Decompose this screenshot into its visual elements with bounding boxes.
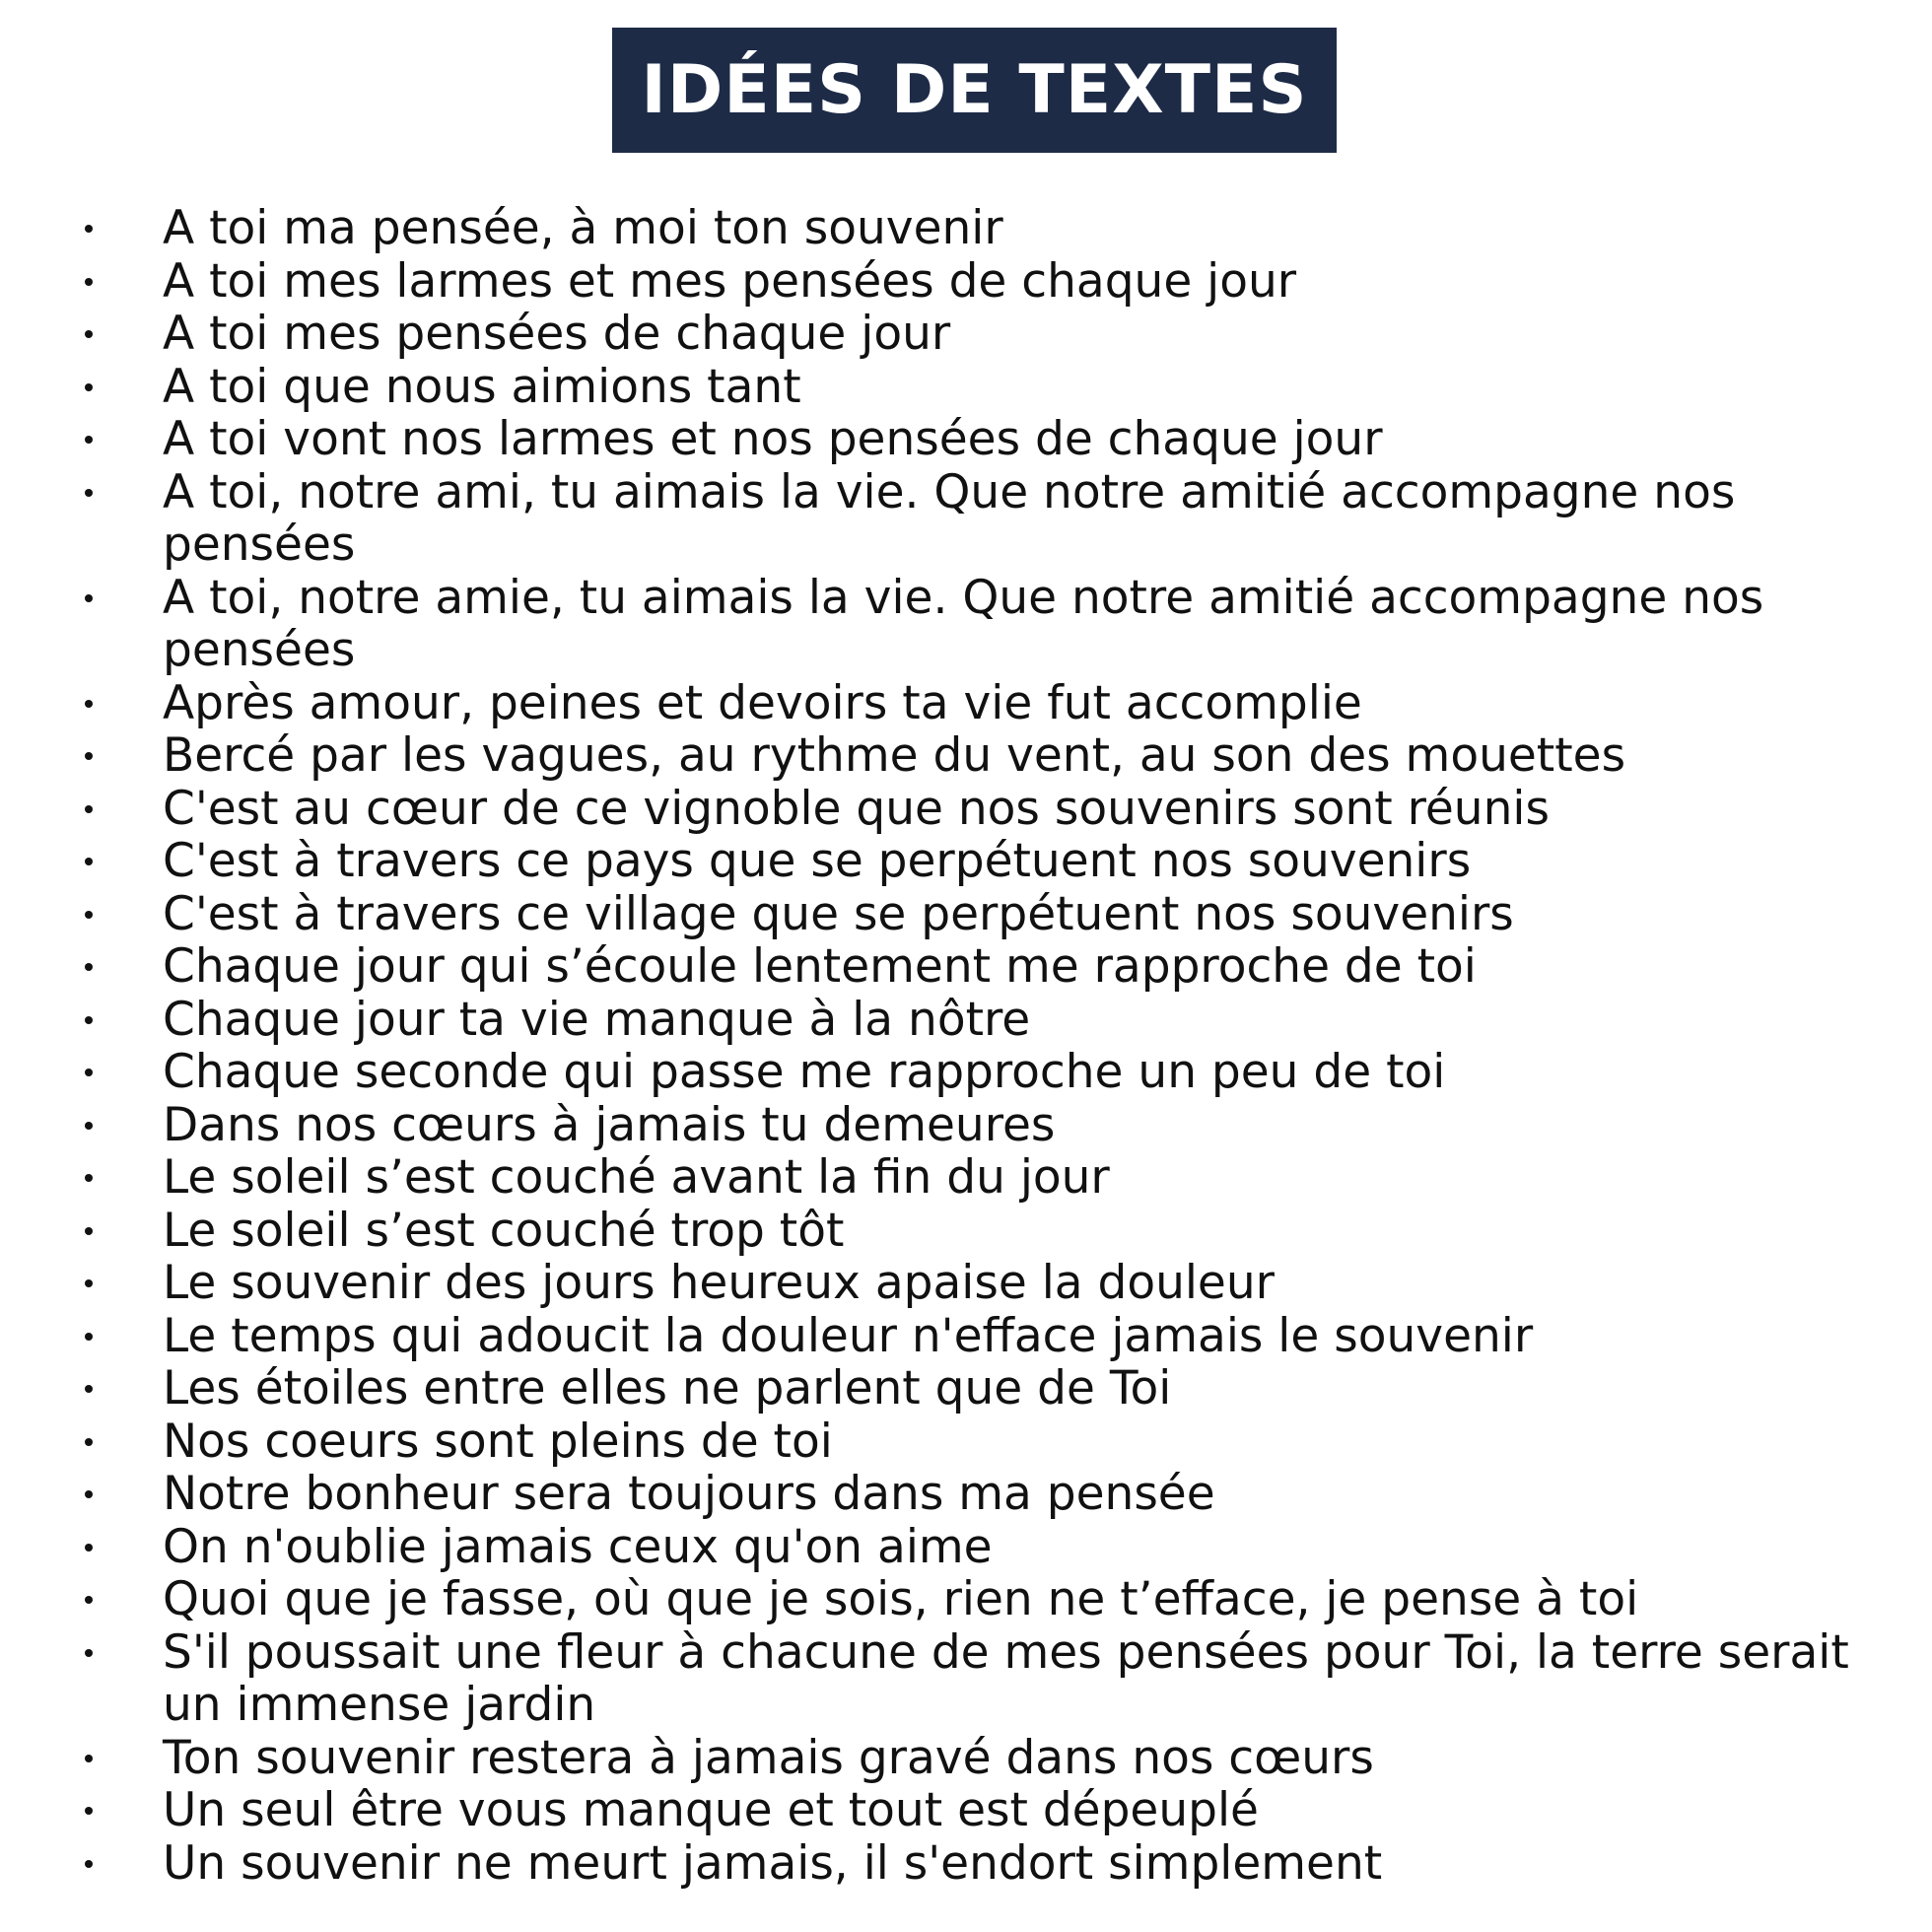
text-ideas-list xyxy=(0,202,1932,1890)
list-item xyxy=(0,1151,1932,1205)
list-item xyxy=(0,255,1932,309)
bullet-icon xyxy=(85,963,93,971)
list-item xyxy=(0,1415,1932,1469)
bullet-icon xyxy=(85,225,93,233)
list-item xyxy=(0,1468,1932,1521)
bullet-icon xyxy=(85,383,93,391)
bullet-icon xyxy=(85,1016,93,1024)
list-item-text: Quoi que je fasse, où que je sois, rien ne t’efface, je pense à toi xyxy=(163,1572,1639,1626)
bullet-icon xyxy=(85,752,93,760)
list-item-text: Après amour, peines et devoirs ta vie fut accomplie xyxy=(163,675,1362,730)
list-item xyxy=(0,1626,1932,1732)
list-item xyxy=(0,1573,1932,1626)
bullet-icon xyxy=(85,700,93,708)
bullet-icon xyxy=(85,1122,93,1130)
bullet-icon xyxy=(85,594,93,602)
list-item xyxy=(0,466,1932,572)
bullet-icon xyxy=(85,858,93,865)
list-item-text: Chaque jour ta vie manque à la nôtre xyxy=(163,992,1031,1047)
bullet-icon xyxy=(85,1333,93,1341)
list-item-text: A toi, notre amie, tu aimais la vie. Que notre amitié accompagne nos pensées xyxy=(163,570,1764,677)
bullet-icon xyxy=(85,805,93,813)
list-item-text: Le soleil s’est couché avant la fin du jour xyxy=(163,1150,1110,1205)
bullet-icon xyxy=(85,489,93,497)
list-item xyxy=(0,1310,1932,1363)
bullet-icon xyxy=(85,1490,93,1498)
bullet-icon xyxy=(85,1279,93,1287)
bullet-icon xyxy=(85,1860,93,1868)
list-item xyxy=(0,1257,1932,1310)
bullet-icon xyxy=(85,1596,93,1604)
list-item-text: Nos coeurs sont pleins de toi xyxy=(163,1414,833,1469)
list-item-text: A toi vont nos larmes et nos pensées de chaque jour xyxy=(163,412,1383,466)
list-item xyxy=(0,835,1932,888)
list-item-text: Un souvenir ne meurt jamais, il s'endort simplement xyxy=(163,1835,1383,1891)
bullet-icon xyxy=(85,330,93,338)
list-item xyxy=(0,413,1932,466)
bullet-icon xyxy=(85,1807,93,1815)
list-item-text: Ton souvenir restera à jamais gravé dans nos cœurs xyxy=(163,1730,1374,1785)
list-item xyxy=(0,1099,1932,1152)
list-item-text: Le souvenir des jours heureux apaise la douleur xyxy=(163,1256,1275,1310)
list-item-text: Chaque jour qui s’écoule lentement me rapproche de toi xyxy=(163,939,1477,994)
list-item xyxy=(0,1205,1932,1258)
list-item xyxy=(0,888,1932,941)
list-item-text: S'il poussait une fleur à chacune de mes pensées pour Toi, la terre serait un immense jardin xyxy=(163,1624,1849,1732)
list-item-text: Un seul être vous manque et tout est dépeuplé xyxy=(163,1783,1259,1837)
page-title: IDÉES DE TEXTES xyxy=(641,51,1308,129)
list-item-text: Bercé par les vagues, au rythme du vent, au son des mouettes xyxy=(163,728,1626,783)
list-item xyxy=(0,308,1932,361)
list-item xyxy=(0,994,1932,1047)
list-item xyxy=(0,1837,1932,1891)
list-item-text: C'est à travers ce village que se perpétuent nos souvenirs xyxy=(163,886,1514,941)
bullet-icon xyxy=(85,1755,93,1762)
bullet-icon xyxy=(85,1544,93,1552)
list-item xyxy=(0,1046,1932,1099)
bullet-icon xyxy=(85,278,93,286)
list-item xyxy=(0,361,1932,414)
list-item xyxy=(0,677,1932,730)
bullet-icon xyxy=(85,911,93,919)
list-item-text: A toi que nous aimions tant xyxy=(163,359,801,414)
list-item xyxy=(0,729,1932,783)
list-item-text: Notre bonheur sera toujours dans ma pensée xyxy=(163,1467,1215,1521)
list-item xyxy=(0,783,1932,836)
list-item-text: Les étoiles entre elles ne parlent que de Toi xyxy=(163,1361,1172,1415)
bullet-icon xyxy=(85,1438,93,1446)
list-item-text: Dans nos cœurs à jamais tu demeures xyxy=(163,1097,1056,1152)
bullet-icon xyxy=(85,1649,93,1657)
list-item xyxy=(0,1784,1932,1837)
list-item-text: C'est à travers ce pays que se perpétuent nos souvenirs xyxy=(163,834,1472,888)
bullet-icon xyxy=(85,1069,93,1076)
list-item-text: Chaque seconde qui passe me rapproche un peu de toi xyxy=(163,1045,1446,1099)
list-item-text: A toi, notre ami, tu aimais la vie. Que notre amitié accompagne nos pensées xyxy=(163,464,1736,572)
list-item-text: On n'oublie jamais ceux qu'on aime xyxy=(163,1519,993,1574)
list-item xyxy=(0,1362,1932,1415)
list-item xyxy=(0,940,1932,994)
list-item xyxy=(0,1521,1932,1574)
list-item-text: A toi mes pensées de chaque jour xyxy=(163,307,951,361)
list-item-text: Le temps qui adoucit la douleur n'efface jamais le souvenir xyxy=(163,1308,1534,1363)
bullet-icon xyxy=(85,1227,93,1235)
list-item xyxy=(0,572,1932,677)
bullet-icon xyxy=(85,1174,93,1182)
list-item-text: C'est au cœur de ce vignoble que nos souvenirs sont réunis xyxy=(163,781,1550,836)
title-banner xyxy=(612,28,1337,153)
bullet-icon xyxy=(85,1385,93,1393)
list-item-text: A toi ma pensée, à moi ton souvenir xyxy=(163,201,1003,255)
bullet-icon xyxy=(85,436,93,444)
list-item xyxy=(0,202,1932,255)
list-item-text: A toi mes larmes et mes pensées de chaque jour xyxy=(163,253,1297,309)
list-item xyxy=(0,1732,1932,1785)
list-item-text: Le soleil s’est couché trop tôt xyxy=(163,1203,845,1258)
